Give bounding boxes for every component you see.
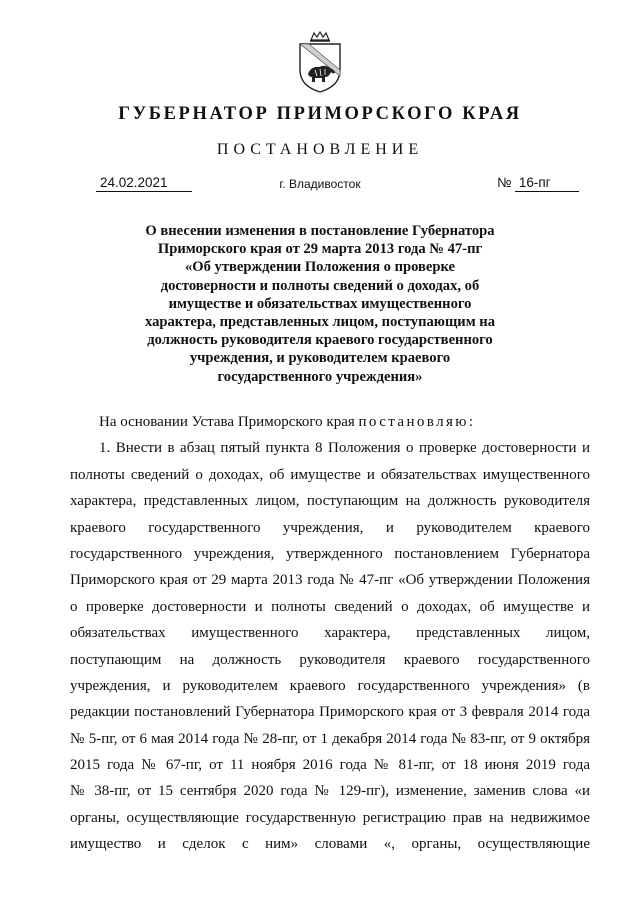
intro-paragraph <box>70 409 590 435</box>
body-line: государственного учреждения, утвержденного постановлением Губернатора <box>70 545 590 562</box>
title-line: характера, представленных лицом, поступающим на <box>144 314 495 331</box>
title-line: должность руководителя краевого государственного <box>147 332 493 349</box>
body-line: 2015 года № 67-пг, от 11 ноября 2016 года № 81-пг, от 18 июня 2019 года <box>70 757 590 774</box>
title-line: достоверности и полноты сведений о доходах, об <box>160 277 480 294</box>
title-line: Приморского края от 29 марта 2013 года № 47-пг <box>157 241 483 258</box>
document-date: 24.02.2021 <box>96 175 192 192</box>
document-body <box>70 409 590 858</box>
body-line: органы, осуществляющие государственную регистрацию прав на недвижимое <box>70 809 590 826</box>
intro-action: постановляю: <box>358 414 476 430</box>
body-line: характера, представленных лицом, поступающим на должность руководителя <box>70 493 590 510</box>
document-number <box>497 175 586 192</box>
body-line: 1. Внести в абзац пятый пункта 8 Положения о проверке достоверности и <box>99 440 590 457</box>
document-title <box>140 222 500 386</box>
title-line: О внесении изменения в постановление Губернатора <box>145 223 495 239</box>
number-sign: № <box>497 175 512 190</box>
document-type: ПОСТАНОВЛЕНИЕ <box>216 141 424 158</box>
intro-text: На основании Устава Приморского края <box>99 414 355 430</box>
coat-of-arms-icon <box>295 30 345 94</box>
title-line: «Об утверждении Положения о проверке <box>184 259 456 276</box>
body-line: редакции постановлений Губернатора Приморского края от 3 февраля 2014 года <box>70 704 590 721</box>
body-line: обязательствах имущественного характера, представленных лицом, <box>70 625 590 642</box>
document-city: г. Владивосток <box>279 177 361 191</box>
title-line: учреждения, и руководителем краевого <box>189 350 451 367</box>
body-line: поступающим на должность руководителя краевого государственного <box>70 651 590 668</box>
body-line: № 38-пг, от 15 сентября 2020 года № 129-пг), изменение, заменив слова «и <box>70 783 590 800</box>
body-line: о проверке достоверности и полноты сведений о доходах, об имуществе и <box>70 598 590 615</box>
body-line: Приморского края от 29 марта 2013 года № 47-пг «Об утверждении Положения <box>70 572 590 589</box>
body-line: имущество и сделок с ним» словами «, органы, осуществляющие <box>70 836 590 853</box>
title-line: государственного учреждения» <box>217 368 423 385</box>
body-line: краевого государственного учреждения, и руководителем краевого <box>70 519 590 536</box>
body-line: № 5-пг, от 6 мая 2014 года № 28-пг, от 1 декабря 2014 года № 83-пг, от 9 октября <box>70 730 590 747</box>
number-value: 16-пг <box>515 175 579 192</box>
issuing-authority: ГУБЕРНАТОР ПРИМОРСКОГО КРАЯ <box>118 104 522 124</box>
body-line: полноты сведений о доходах, об имуществе и обязательствах имущественного <box>70 466 590 483</box>
title-line: имуществе и обязательствах имущественного <box>168 295 472 312</box>
body-line: учреждения, и руководителем краевого государственного учреждения» (в <box>70 677 590 694</box>
